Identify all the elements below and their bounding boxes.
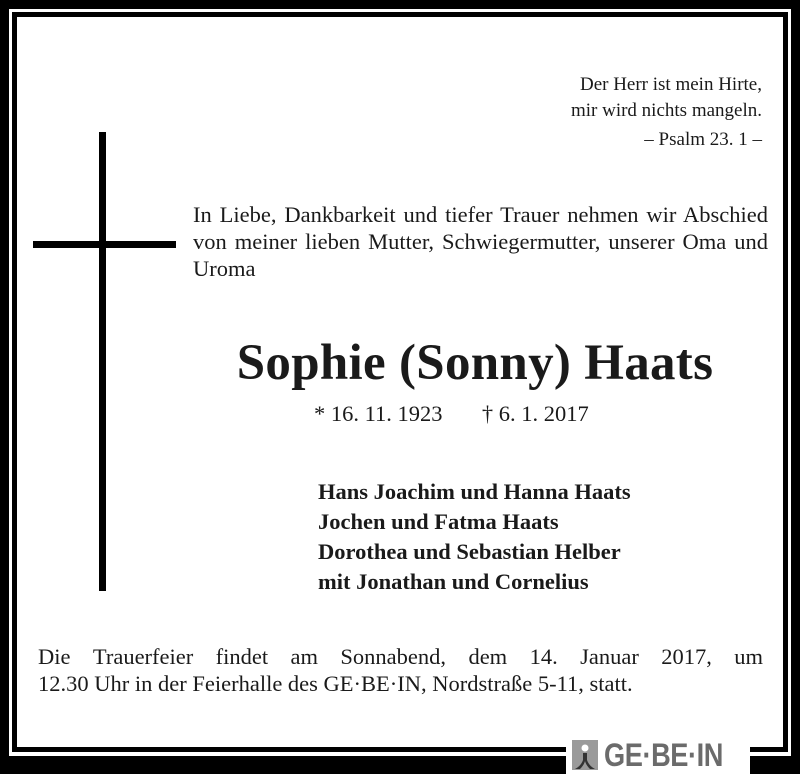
word: dem <box>468 644 508 669</box>
cross-vertical-bar <box>99 132 106 591</box>
gebein-logo <box>566 736 750 774</box>
ceremony-line-2: 12.30 Uhr in der Feierhalle des GE·BE·IN, Nordstraße 5-11, statt. <box>38 671 633 696</box>
psalm-line-1: Der Herr ist mein Hirte, <box>579 74 762 95</box>
word: Januar <box>580 644 639 669</box>
life-dates: * 16. 11. 1923 † 6. 1. 2017 <box>314 401 589 426</box>
logo-text: GE·BE·IN <box>604 736 723 773</box>
ceremony-info <box>38 643 763 697</box>
mourner-line: Jochen und Fatma Haats <box>318 509 559 534</box>
mourner-line: mit Jonathan und Cornelius <box>318 569 589 594</box>
psalm-line-2: mir wird nichts mangeln. <box>570 100 762 121</box>
word: Sonnabend, <box>340 644 447 669</box>
mourners-list <box>318 477 631 597</box>
deceased-name: Sophie (Sonny) Haats <box>236 335 714 391</box>
word: Die <box>38 644 71 669</box>
gebein-logo-icon <box>572 740 598 770</box>
word: findet <box>215 644 269 669</box>
cross-horizontal-bar <box>33 241 176 248</box>
word: 2017, <box>661 644 712 669</box>
intro-text: In Liebe, Dankbarkeit und tiefer Trauer nehmen wir Abschied von meiner lieben Mutter, Schwiegermutter, unserer Oma und Uroma <box>193 202 768 281</box>
ceremony-line-1 <box>38 643 763 670</box>
mourner-line: Hans Joachim und Hanna Haats <box>318 479 631 504</box>
psalm-quote <box>571 72 762 153</box>
word: Trauerfeier <box>92 644 194 669</box>
mourner-line: Dorothea und Sebastian Helber <box>318 539 621 564</box>
word: 14. <box>529 644 558 669</box>
word: um <box>734 644 763 669</box>
psalm-reference: – Psalm 23. 1 – <box>644 129 762 150</box>
word: am <box>290 644 319 669</box>
